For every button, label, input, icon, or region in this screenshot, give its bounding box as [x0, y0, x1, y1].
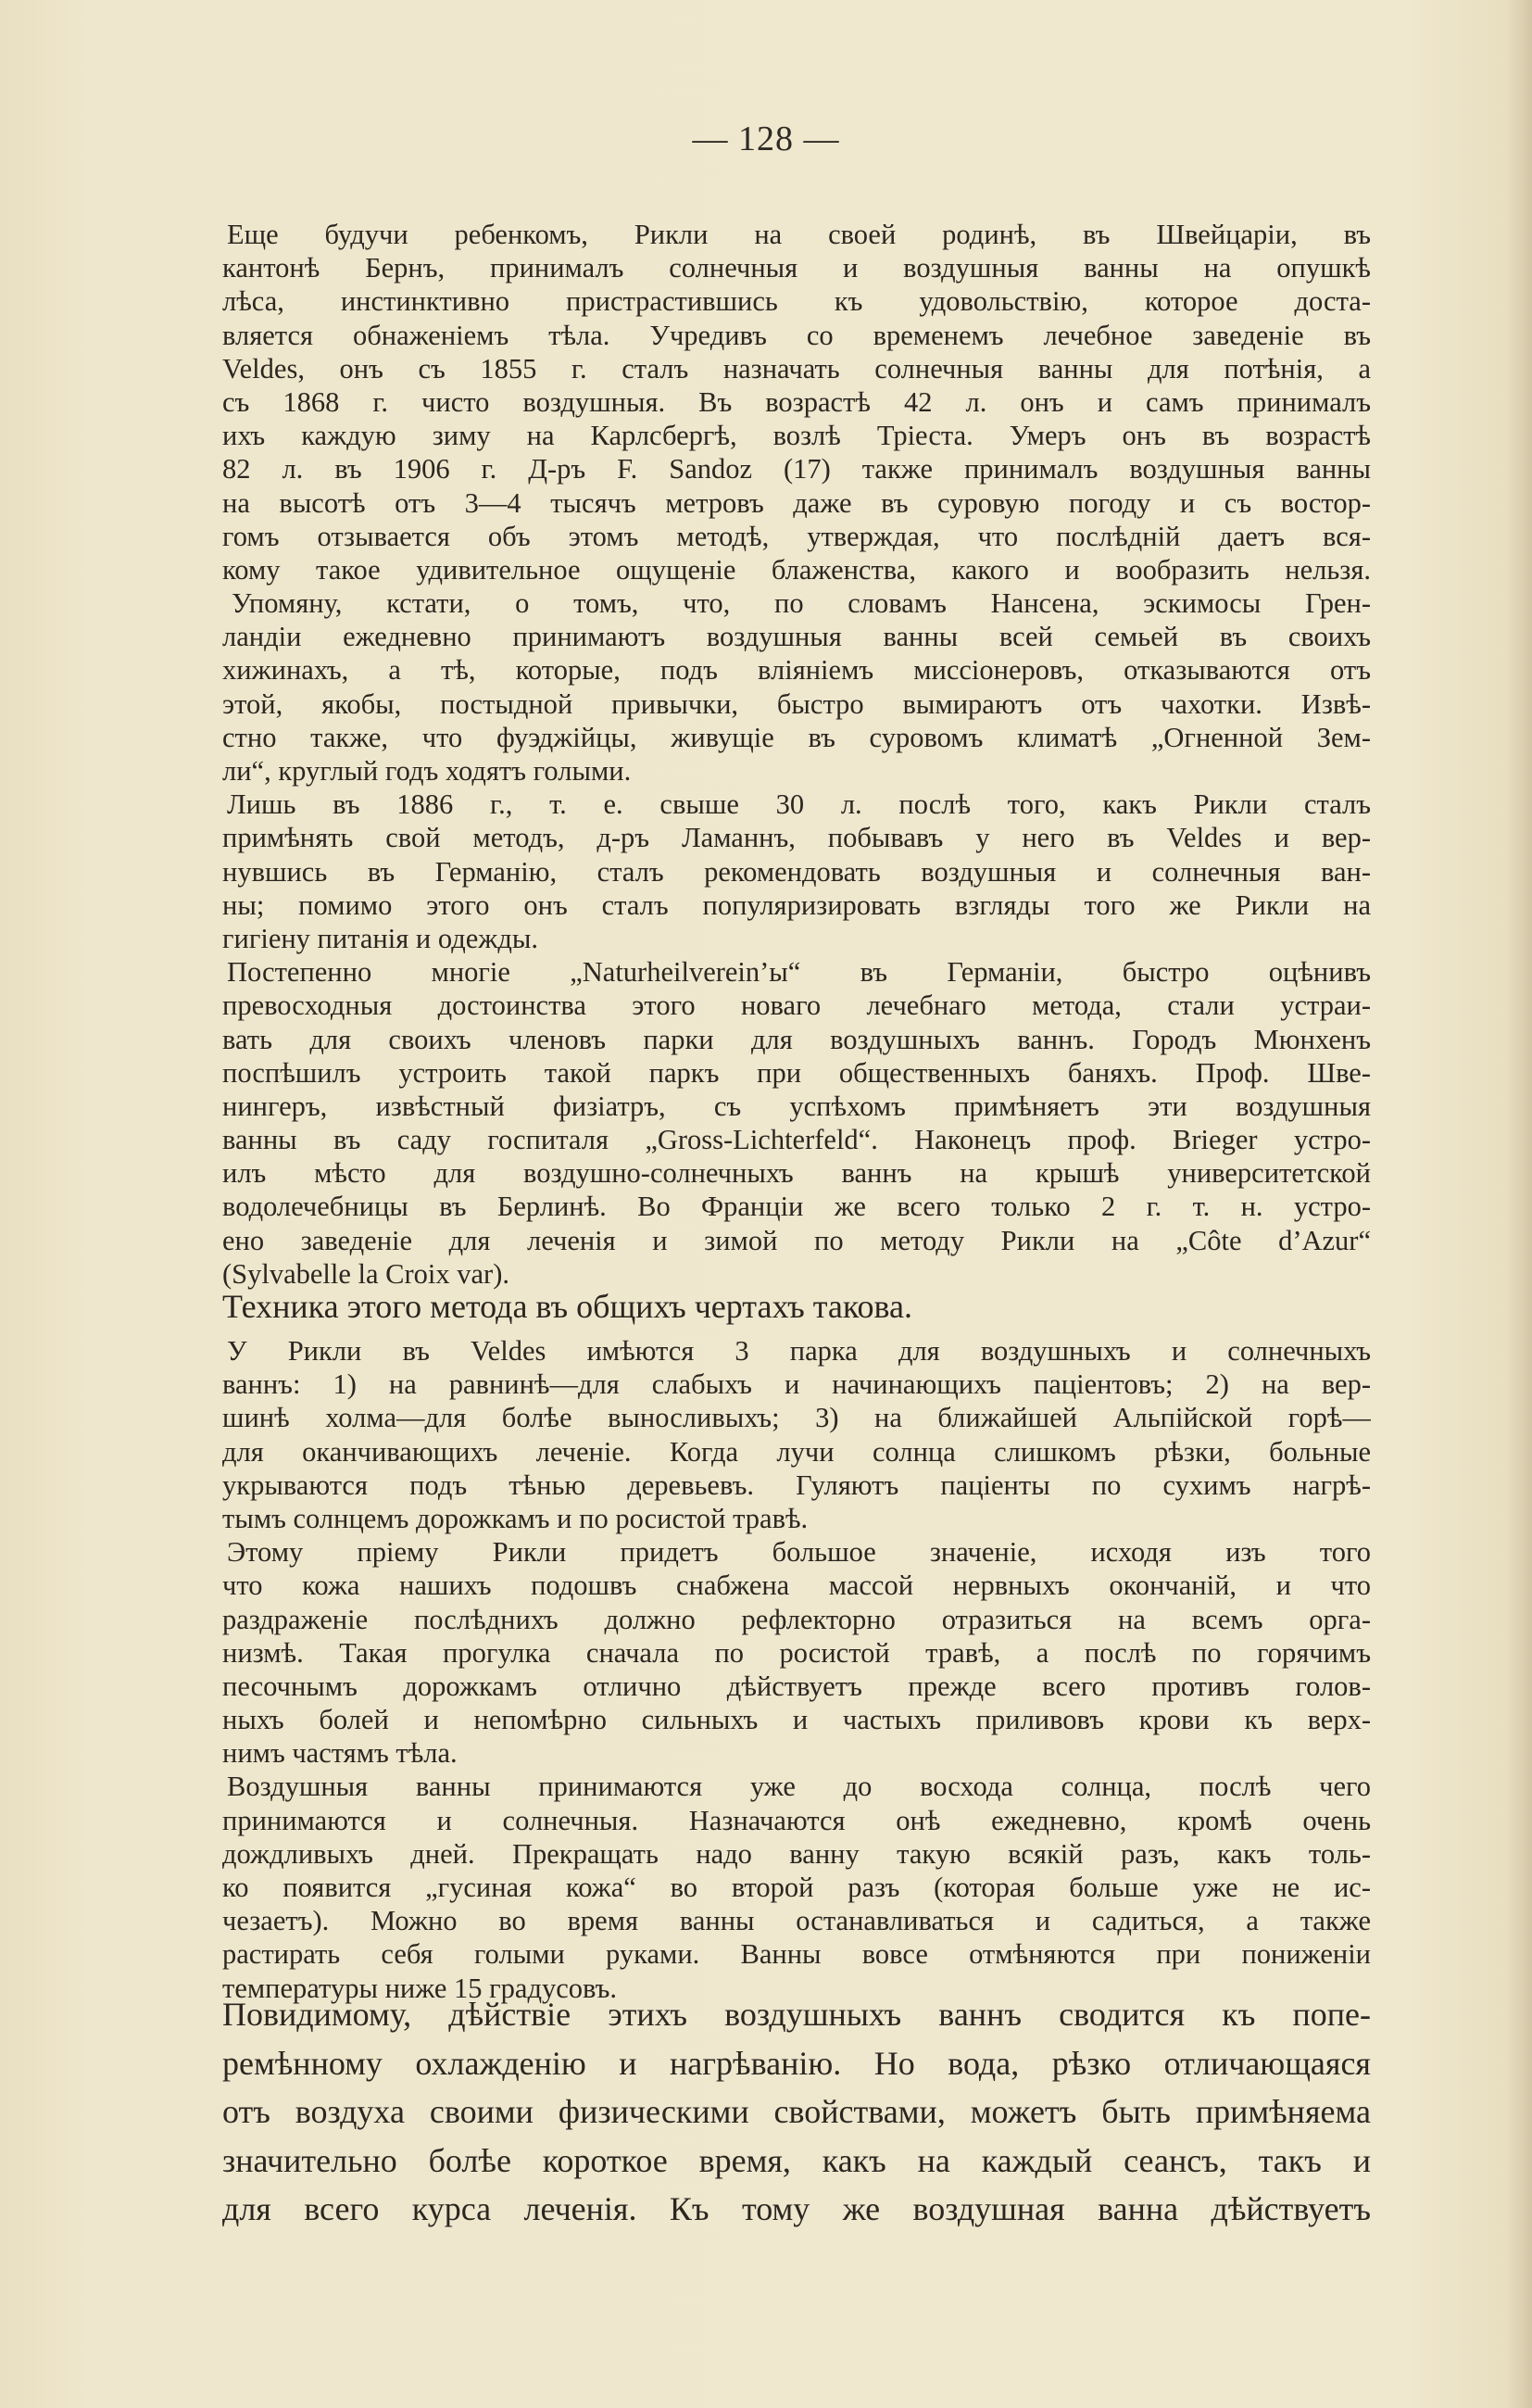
para1-line: гомъ отзывается объ этомъ методѣ, утверждая, что послѣднiй даетъ вся- — [222, 520, 1371, 552]
para3-line: Лишь въ 1886 г., т. е. свыше 30 л. послѣ того, какъ Рикли сталъ — [227, 788, 1371, 821]
para5-line: ваннъ: 1) на равнинѣ—для слабыхъ и начинающихъ паціентовъ; 2) на вер- — [222, 1368, 1371, 1401]
para3-line: ны; помимо этого онъ сталъ популяризировать взгляды того же Рикли на — [222, 889, 1371, 921]
page-edge-shadow — [1506, 0, 1532, 2408]
para2-line: хижинахъ, а тѣ, которые, подъ вліяніемъ миссіонеровъ, отказываются отъ — [222, 654, 1371, 687]
para8-line: Повидимому, дѣйствіе этихъ воздушныхъ ваннъ сводится къ попе- — [222, 1996, 1371, 2033]
para4-line: илъ мѣсто для воздушно-солнечныхъ ваннъ на крышѣ университетской — [222, 1157, 1371, 1190]
para4-line: нингеръ, извѣстный физіатръ, съ успѣхомъ примѣняетъ эти воздушныя — [222, 1090, 1371, 1122]
para2-line: этой, якобы, постыдной привычки, быстро вымираютъ отъ чахотки. Извѣ- — [222, 687, 1371, 720]
para2-line: стно также, что фуэджійцы, живущіе въ суровомъ климатѣ „Огненной Зем- — [222, 721, 1371, 753]
para6-line: низмѣ. Такая прогулка сначала по росистой травѣ, а послѣ по горячимъ — [222, 1636, 1371, 1669]
para1-line: вляется обнаженіемъ тѣла. Учредивъ со временемъ лечебное заведеніе въ — [222, 319, 1371, 351]
para5-line: У Рикли въ Veldes имѣются 3 парка для воздушныхъ и солнечныхъ — [227, 1335, 1371, 1367]
para1-line: съ 1868 г. чисто воздушныя. Въ возрастѣ 42 л. онъ и самъ принималъ — [222, 385, 1371, 418]
para2-line: ли“, круглый годъ ходятъ голыми. — [222, 755, 632, 787]
para3-line: гигіену питанія и одежды. — [222, 922, 538, 954]
para1-line: на высотѣ отъ 3—4 тысячъ метровъ даже въ суровую погоду и съ востор- — [222, 486, 1371, 519]
para5-line: шинѣ холма—для болѣе выносливыхъ; 3) на ближайшей Альпійской горѣ— — [222, 1402, 1371, 1434]
para4-line: Постепенно многіе „Naturheilverein’ы“ въ Германіи, быстро оцѣнивъ — [227, 956, 1371, 989]
para6-line: раздраженіе послѣднихъ должно рефлекторно отразиться на всемъ орга- — [222, 1603, 1371, 1635]
para4-line: (Sylvabelle la Croix var). — [222, 1257, 509, 1290]
para2-line: Упомяну, кстати, о томъ, что, по словамъ Нансена, эскимосы Грен- — [232, 587, 1371, 620]
para1-line: Veldes, онъ съ 1855 г. сталъ назначать солнечныя ванны для потѣнія, а — [222, 352, 1371, 385]
para7-line: Воздушныя ванны принимаются уже до восхода солнца, послѣ чего — [227, 1771, 1371, 1803]
page-number: — 128 — — [692, 120, 840, 158]
para8-line: для всего курса леченія. Къ тому же воздушная ванна дѣйствуетъ — [222, 2190, 1371, 2227]
body-text-small-2 — [222, 1334, 1371, 2005]
para1-line: ихъ каждую зиму на Карлсбергѣ, возлѣ Тріеста. Умеръ онъ въ возрастѣ — [222, 420, 1371, 452]
para4-line: превосходныя достоинства этого новаго лечебнаго метода, стали устраи- — [222, 990, 1371, 1022]
para4-line: поспѣшилъ устроить такой паркъ при общественныхъ баняхъ. Проф. Шве- — [222, 1056, 1371, 1089]
para1-line: 82 л. въ 1906 г. Д-ръ F. Sandoz (17) также принималъ воздушныя ванны — [222, 453, 1371, 485]
para6-line: нимъ частямъ тѣла. — [222, 1737, 458, 1770]
para6-line: Этому пріему Рикли придетъ большое значеніе, исходя изъ того — [227, 1536, 1371, 1569]
para7-line: ко появится „гусиная кожа“ во второй разъ (которая больше уже не ис- — [222, 1872, 1371, 1903]
para4-line: ванны въ саду госпиталя „Gross-Lichterfeld“. Наконецъ проф. Brieger устро- — [222, 1124, 1371, 1156]
para7-line: дождливыхъ дней. Прекращать надо ванну такую всякій разъ, какъ толь- — [222, 1837, 1371, 1870]
para4-line: вать для своихъ членовъ парки для воздушныхъ ваннъ. Городъ Мюнхенъ — [222, 1023, 1371, 1055]
para7-line: растирать себя голыми руками. Ванны вовсе отмѣняются при пониженіи — [222, 1938, 1371, 1971]
body-text-small — [222, 218, 1371, 1291]
para5-line: тымъ солнцемъ дорожкамъ и по росистой травѣ. — [222, 1502, 809, 1534]
para8-line: отъ воздуха своими физическими свойствами, можетъ быть примѣняема — [222, 2093, 1371, 2130]
para8-line: ремѣнному охлажденію и нагрѣванію. Но вода, рѣзко отличающаяся — [222, 2044, 1371, 2082]
para5-line: для оканчивающихъ леченіе. Когда лучи солнца слишкомъ рѣзки, больные — [222, 1435, 1371, 1468]
para1-line: лѣса, инстинктивно пристрастившись къ удовольствію, которое доста- — [222, 285, 1371, 318]
para4-line: водолечебницы въ Берлинѣ. Во Франціи же всего только 2 г. т. н. устро- — [222, 1191, 1371, 1223]
para5-line: укрываются подъ тѣнью деревьевъ. Гуляютъ паціенты по сухимъ нагрѣ- — [222, 1469, 1371, 1501]
para4-line: ено заведеніе для леченія и зимой по методу Рикли на „Côte d’Azur“ — [222, 1224, 1371, 1256]
para2-line: ландіи ежедневно принимаютъ воздушныя ванны всей семьей въ своихъ — [222, 621, 1371, 653]
para3-line: примѣнять свой методъ, д-ръ Ламаннъ, побывавъ у него въ Veldes и вер- — [222, 822, 1371, 854]
para7-line: принимаются и солнечныя. Назначаются онѣ ежедневно, кромѣ очень — [222, 1804, 1371, 1836]
para1-line: кому такое удивительное ощущеніе блаженства, какого и вообразить нельзя. — [222, 553, 1371, 586]
para8-line: значительно болѣе короткое время, какъ на каждый сеансъ, такъ и — [222, 2141, 1371, 2179]
para1-line: Еще будучи ребенкомъ, Рикли на своей родинѣ, въ Швейцаріи, въ — [227, 219, 1371, 250]
para7-line: чезаетъ). Можно во время ванны останавливаться и садиться, а также — [222, 1905, 1371, 1937]
para1-line: кантонѣ Бернъ, принималъ солнечныя и воздушныя ванны на опушкѣ — [222, 252, 1371, 284]
para6-line: что кожа нашихъ подошвъ снабжена массой нервныхъ окончаній, и что — [222, 1570, 1371, 1602]
para6-line: ныхъ болей и непомѣрно сильныхъ и частыхъ приливовъ крови къ верх- — [222, 1704, 1371, 1736]
section-heading: Техника этого метода въ общихъ чертахъ такова. — [222, 1288, 913, 1325]
para3-line: нувшись въ Германію, сталъ рекомендовать воздушныя и солнечныя ван- — [222, 855, 1371, 888]
para7-line: температуры ниже 15 градусовъ. — [222, 1972, 618, 2004]
para6-line: песочнымъ дорожкамъ отлично дѣйствуетъ прежде всего противъ голов- — [222, 1670, 1371, 1702]
body-text-large — [222, 1990, 1371, 2234]
